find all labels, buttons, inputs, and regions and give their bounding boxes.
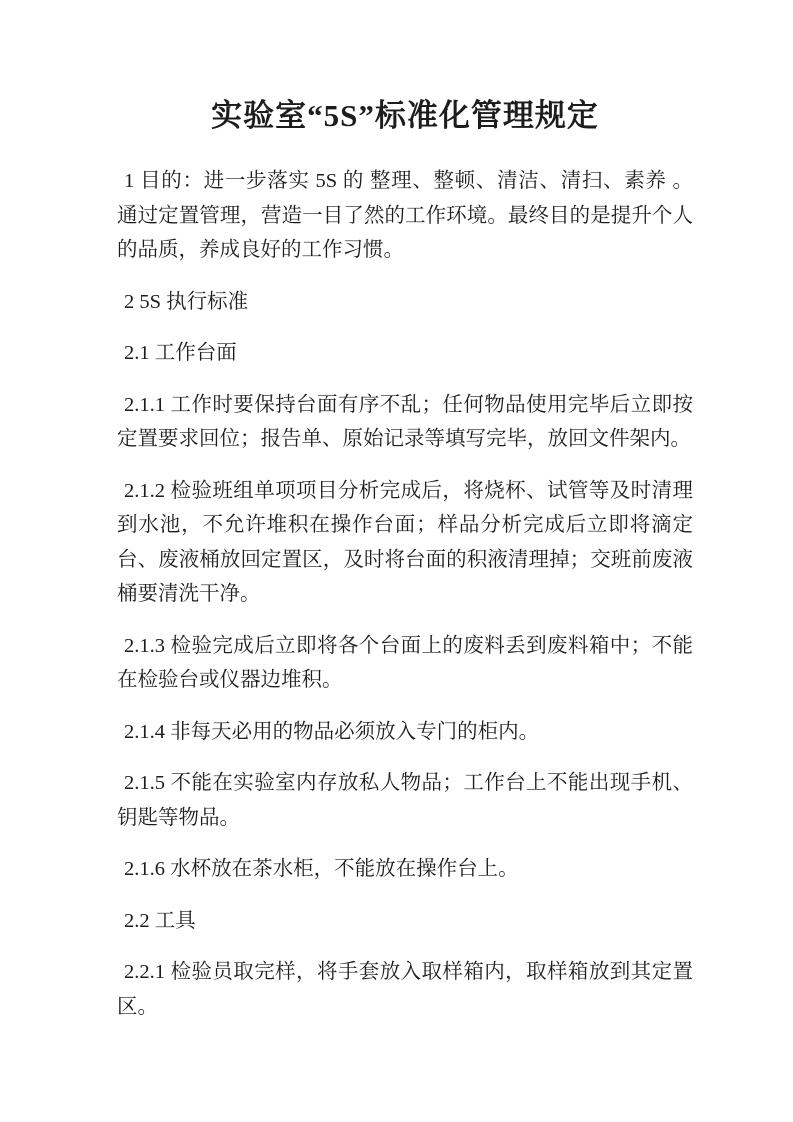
para-1-purpose: 1 目的：进一步落实 5S 的 整理、整顿、清洁、清扫、素养 。通过定置管理，营造一目了然的工作环境。最终目的是提升个人的品质，养成良好的工作习惯。 — [117, 170, 693, 261]
para-2-1-6: 2.1.6 水杯放在茶水柜，不能放在操作台上。 — [124, 858, 519, 880]
para-2-2-1: 2.2.1 检验员取完样，将手套放入取样箱内，取样箱放到其定置区。 — [117, 961, 693, 1018]
heading-2-execution-standard: 2 5S 执行标准 — [124, 290, 249, 313]
para-2-1-2: 2.1.2 检验班组单项项目分析完成后，将烧杯、试管等及时清理到水池，不允许堆积在操作台面；样品分析完成后立即将滴定台、废液桶放回定置区，及时将台面的积液清理掉；交班前废液桶要清洗干净。 — [117, 479, 693, 605]
heading-2-1-worktable: 2.1 工作台面 — [124, 342, 237, 364]
para-2-1-3: 2.1.3 检验完成后立即将各个台面上的废料丢到废料箱中；不能在检验台或仪器边堆积。 — [117, 634, 693, 691]
para-2-1-4: 2.1.4 非每天必用的物品必须放入专门的柜内。 — [124, 720, 540, 743]
para-2-1-5: 2.1.5 不能在实验室内存放私人物品；工作台上不能出现手机、钥匙等物品。 — [117, 772, 693, 829]
para-2-1-1: 2.1.1 工作时要保持台面有序不乱；任何物品使用完毕后立即按定置要求回位；报告单、原始记录等填写完毕，放回文件架内。 — [117, 393, 693, 450]
document-title: 实验室“5S”标准化管理规定 — [211, 98, 599, 133]
heading-2-2-tools: 2.2 工具 — [124, 909, 196, 932]
